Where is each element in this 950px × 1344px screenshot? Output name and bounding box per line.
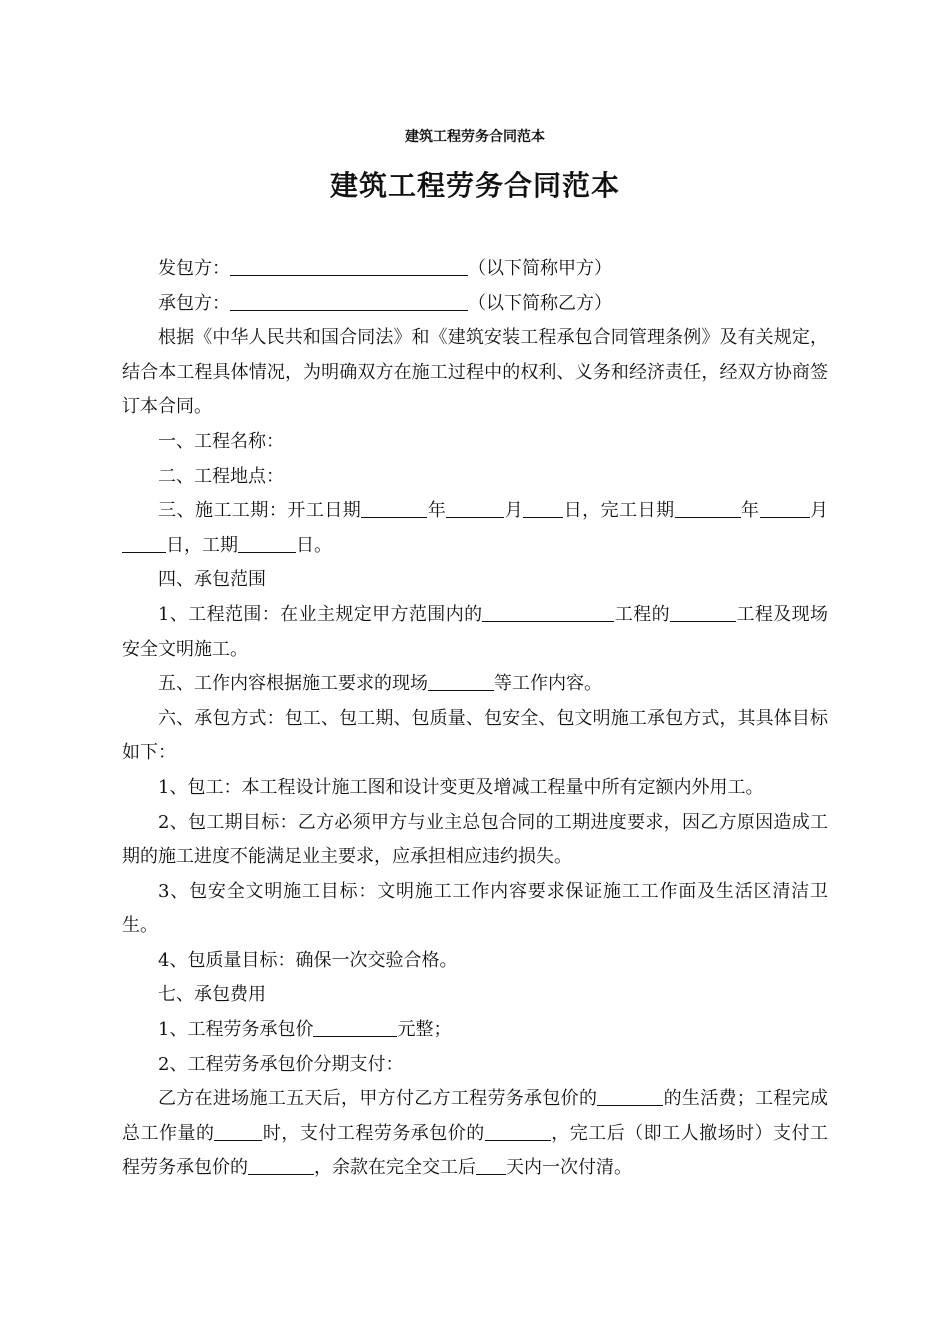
section-project-name: 一、工程名称：	[158, 430, 284, 452]
party-b-blank[interactable]	[230, 290, 468, 311]
final-days-blank[interactable]	[476, 1154, 506, 1175]
document-body	[122, 252, 828, 1186]
start-year-blank[interactable]	[361, 497, 427, 518]
scope-project-blank[interactable]	[482, 601, 614, 622]
method-item-1: 1、包工：本工程设计施工图和设计变更及增减工程量中所有定额内外用工。	[158, 776, 764, 798]
start-day-blank[interactable]	[523, 497, 563, 518]
section-scope: 四、承包范围	[158, 569, 266, 591]
price-blank[interactable]	[313, 1016, 397, 1037]
duration-blank[interactable]	[238, 532, 296, 553]
section-contract-method: 六、承包方式：包工、包工期、包质量、包安全、包文明施工承包方式，其具体目标如下：	[122, 707, 828, 764]
scope-item-1: 1、工程范围：在业主规定甲方范围内的 工程的 工程及现场安全文明施工。	[122, 598, 828, 667]
fee-item-1: 1、工程劳务承包价 元整；	[122, 1013, 828, 1048]
end-month-blank[interactable]	[760, 497, 810, 518]
work-content-blank[interactable]	[428, 670, 494, 691]
section-work-content: 五、工作内容根据施工要求的现场 等工作内容。	[122, 667, 828, 702]
party-a-line: 发包方： （以下简称甲方）	[122, 252, 828, 287]
section-schedule: 三、施工工期：开工日期 年 月 日，完工日期 年 月日，工期 日。	[122, 494, 828, 563]
living-fee-blank[interactable]	[597, 1085, 663, 1106]
method-item-2: 2、包工期目标：乙方必须甲方与业主总包合同的工期进度要求，因乙方原因造成工期的施工进度不能满足业主要求，应承担相应违约损失。	[122, 811, 828, 868]
party-a-blank[interactable]	[230, 255, 468, 276]
section-fees: 七、承包费用	[158, 984, 266, 1006]
intro-paragraph: 根据《中华人民共和国合同法》和《建筑安装工程承包合同管理条例》及有关规定，结合本工程具体情况，为明确双方在施工过程中的权利、义务和经济责任，经双方协商签订本合同。	[122, 327, 828, 418]
progress-payment-blank[interactable]	[485, 1120, 551, 1141]
section-project-location: 二、工程地点：	[158, 465, 284, 487]
document-title: 建筑工程劳务合同范本	[329, 169, 620, 202]
method-item-4: 4、包质量目标：确保一次交验合格。	[158, 949, 458, 971]
end-day-blank[interactable]	[122, 532, 166, 553]
completion-payment-blank[interactable]	[248, 1154, 314, 1175]
payment-paragraph: 乙方在进场施工五天后，甲方付乙方工程劳务承包价的 的生活费；工程完成总工作量的 时，支付工程劳务承包价的 ，完工后（即工人撤场时）支付工程劳务承包价的 ，余款在完全交工后 天内一次付清。	[122, 1082, 828, 1186]
progress-blank[interactable]	[214, 1120, 262, 1141]
party-b-line: 承包方： （以下简称乙方）	[122, 287, 828, 322]
start-month-blank[interactable]	[446, 497, 504, 518]
page-header: 建筑工程劳务合同范本	[405, 129, 545, 145]
fee-item-2: 2、工程劳务承包价分期支付：	[158, 1053, 404, 1075]
method-item-3: 3、包安全文明施工目标：文明施工工作内容要求保证施工工作面及生活区清洁卫生。	[122, 880, 828, 937]
scope-work-blank[interactable]	[670, 601, 736, 622]
end-year-blank[interactable]	[675, 497, 741, 518]
